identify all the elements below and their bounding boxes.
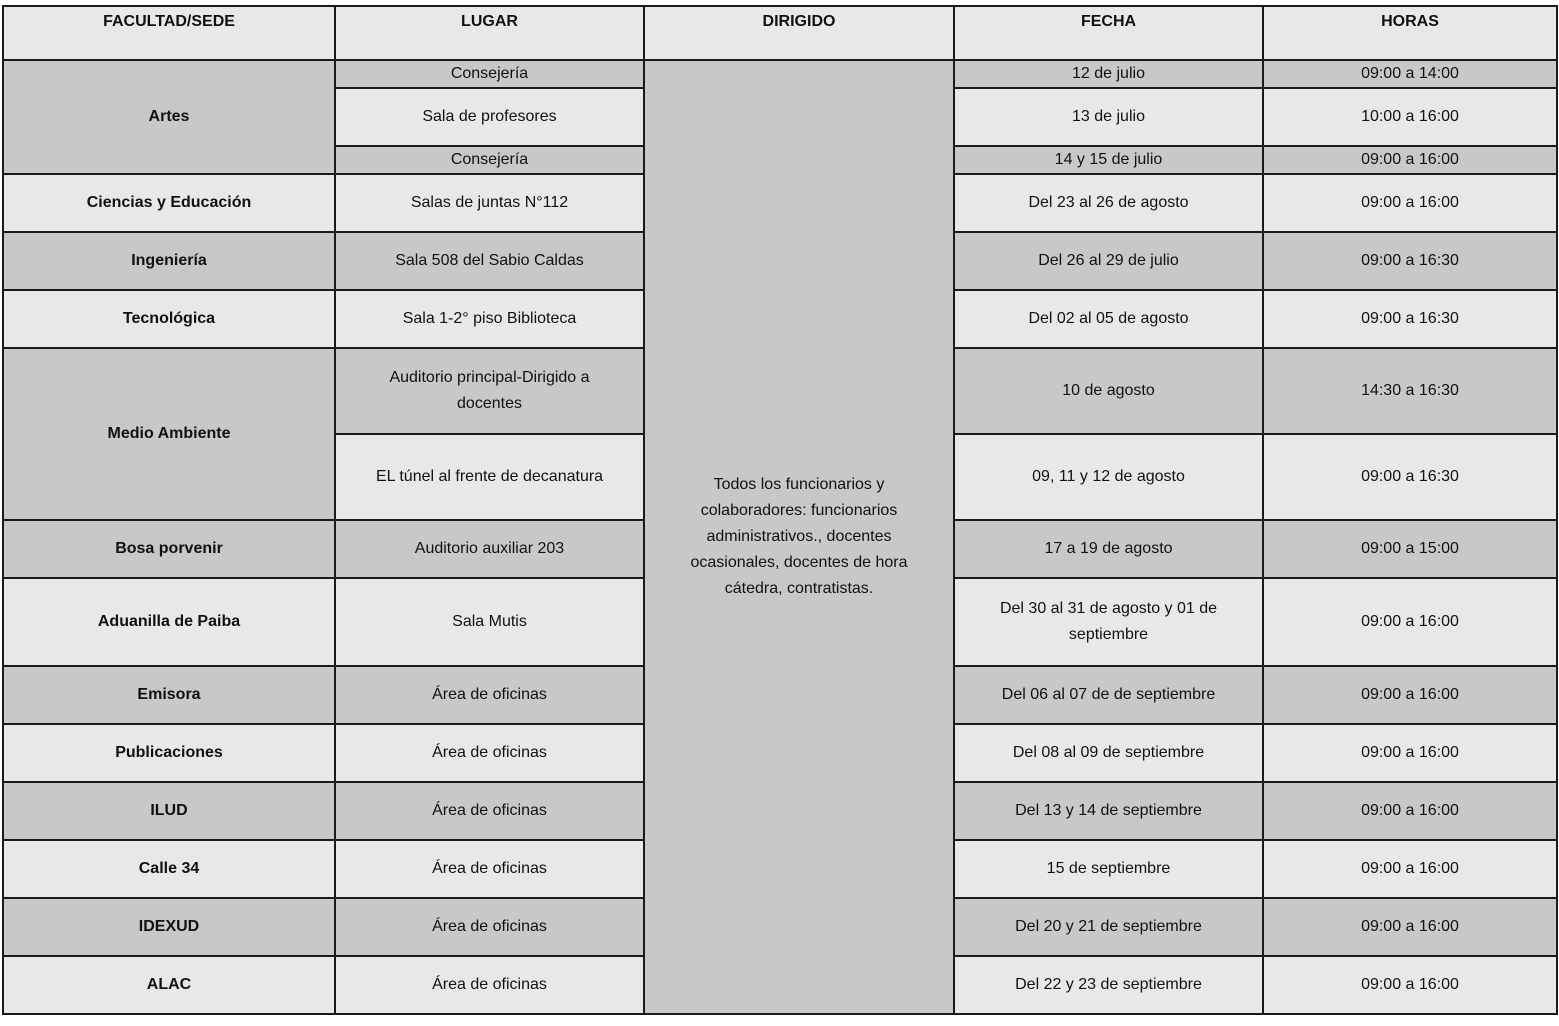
- lugar-cell: Salas de juntas N°112: [335, 174, 644, 232]
- lugar-cell: Auditorio principal-Dirigido a docentes: [335, 348, 644, 434]
- horas-cell: 09:00 a 14:00: [1263, 60, 1557, 88]
- lugar-cell: EL túnel al frente de decanatura: [335, 434, 644, 520]
- horas-cell: 09:00 a 16:00: [1263, 956, 1557, 1014]
- facultad-cell: Bosa porvenir: [3, 520, 335, 578]
- facultad-cell: Ingeniería: [3, 232, 335, 290]
- horas-cell: 09:00 a 16:00: [1263, 146, 1557, 174]
- header-horas: HORAS: [1263, 6, 1557, 60]
- horas-cell: 14:30 a 16:30: [1263, 348, 1557, 434]
- facultad-cell: IDEXUD: [3, 898, 335, 956]
- horas-cell: 09:00 a 16:00: [1263, 782, 1557, 840]
- fecha-cell: 13 de julio: [954, 88, 1263, 146]
- horas-cell: 09:00 a 16:00: [1263, 840, 1557, 898]
- schedule-table: [2, 5, 1558, 1015]
- facultad-cell: ALAC: [3, 956, 335, 1014]
- fecha-cell: Del 26 al 29 de julio: [954, 232, 1263, 290]
- lugar-cell: Área de oficinas: [335, 724, 644, 782]
- fecha-cell: 09, 11 y 12 de agosto: [954, 434, 1263, 520]
- horas-cell: 09:00 a 16:00: [1263, 898, 1557, 956]
- facultad-cell: ILUD: [3, 782, 335, 840]
- facultad-cell: Publicaciones: [3, 724, 335, 782]
- lugar-cell: Área de oficinas: [335, 666, 644, 724]
- dirigido-cell: Todos los funcionarios y colaboradores: funcionarios administrativos., docentes ocasionales, docentes de hora cátedra, contratistas.: [644, 60, 954, 1014]
- fecha-cell: Del 02 al 05 de agosto: [954, 290, 1263, 348]
- facultad-cell: Medio Ambiente: [3, 348, 335, 520]
- lugar-cell: Área de oficinas: [335, 840, 644, 898]
- facultad-cell: Calle 34: [3, 840, 335, 898]
- fecha-cell: 15 de septiembre: [954, 840, 1263, 898]
- facultad-cell: Ciencias y Educación: [3, 174, 335, 232]
- facultad-cell: Artes: [3, 60, 335, 174]
- fecha-cell: 14 y 15 de julio: [954, 146, 1263, 174]
- fecha-cell: Del 13 y 14 de septiembre: [954, 782, 1263, 840]
- horas-cell: 09:00 a 16:00: [1263, 666, 1557, 724]
- header-row: [3, 6, 1557, 60]
- horas-cell: 09:00 a 15:00: [1263, 520, 1557, 578]
- horas-cell: 09:00 a 16:30: [1263, 290, 1557, 348]
- lugar-cell: Área de oficinas: [335, 782, 644, 840]
- lugar-cell: Sala 508 del Sabio Caldas: [335, 232, 644, 290]
- fecha-cell: Del 20 y 21 de septiembre: [954, 898, 1263, 956]
- fecha-cell: Del 23 al 26 de agosto: [954, 174, 1263, 232]
- facultad-cell: Tecnológica: [3, 290, 335, 348]
- horas-cell: 09:00 a 16:00: [1263, 174, 1557, 232]
- lugar-cell: Sala 1-2° piso Biblioteca: [335, 290, 644, 348]
- lugar-cell: Sala Mutis: [335, 578, 644, 666]
- facultad-cell: Emisora: [3, 666, 335, 724]
- header-facultad: FACULTAD/SEDE: [3, 6, 335, 60]
- header-lugar: LUGAR: [335, 6, 644, 60]
- fecha-cell: 12 de julio: [954, 60, 1263, 88]
- fecha-cell: 17 a 19 de agosto: [954, 520, 1263, 578]
- lugar-cell: Auditorio auxiliar 203: [335, 520, 644, 578]
- lugar-cell: Consejería: [335, 60, 644, 88]
- fecha-cell: Del 30 al 31 de agosto y 01 de septiembre: [954, 578, 1263, 666]
- fecha-cell: 10 de agosto: [954, 348, 1263, 434]
- horas-cell: 09:00 a 16:30: [1263, 434, 1557, 520]
- lugar-cell: Consejería: [335, 146, 644, 174]
- lugar-cell: Área de oficinas: [335, 898, 644, 956]
- lugar-cell: Área de oficinas: [335, 956, 644, 1014]
- header-dirigido: DIRIGIDO: [644, 6, 954, 60]
- fecha-cell: Del 22 y 23 de septiembre: [954, 956, 1263, 1014]
- horas-cell: 10:00 a 16:00: [1263, 88, 1557, 146]
- lugar-cell: Sala de profesores: [335, 88, 644, 146]
- header-fecha: FECHA: [954, 6, 1263, 60]
- table-row: [3, 60, 1557, 88]
- horas-cell: 09:00 a 16:00: [1263, 724, 1557, 782]
- fecha-cell: Del 08 al 09 de septiembre: [954, 724, 1263, 782]
- fecha-cell: Del 06 al 07 de de septiembre: [954, 666, 1263, 724]
- horas-cell: 09:00 a 16:30: [1263, 232, 1557, 290]
- facultad-cell: Aduanilla de Paiba: [3, 578, 335, 666]
- horas-cell: 09:00 a 16:00: [1263, 578, 1557, 666]
